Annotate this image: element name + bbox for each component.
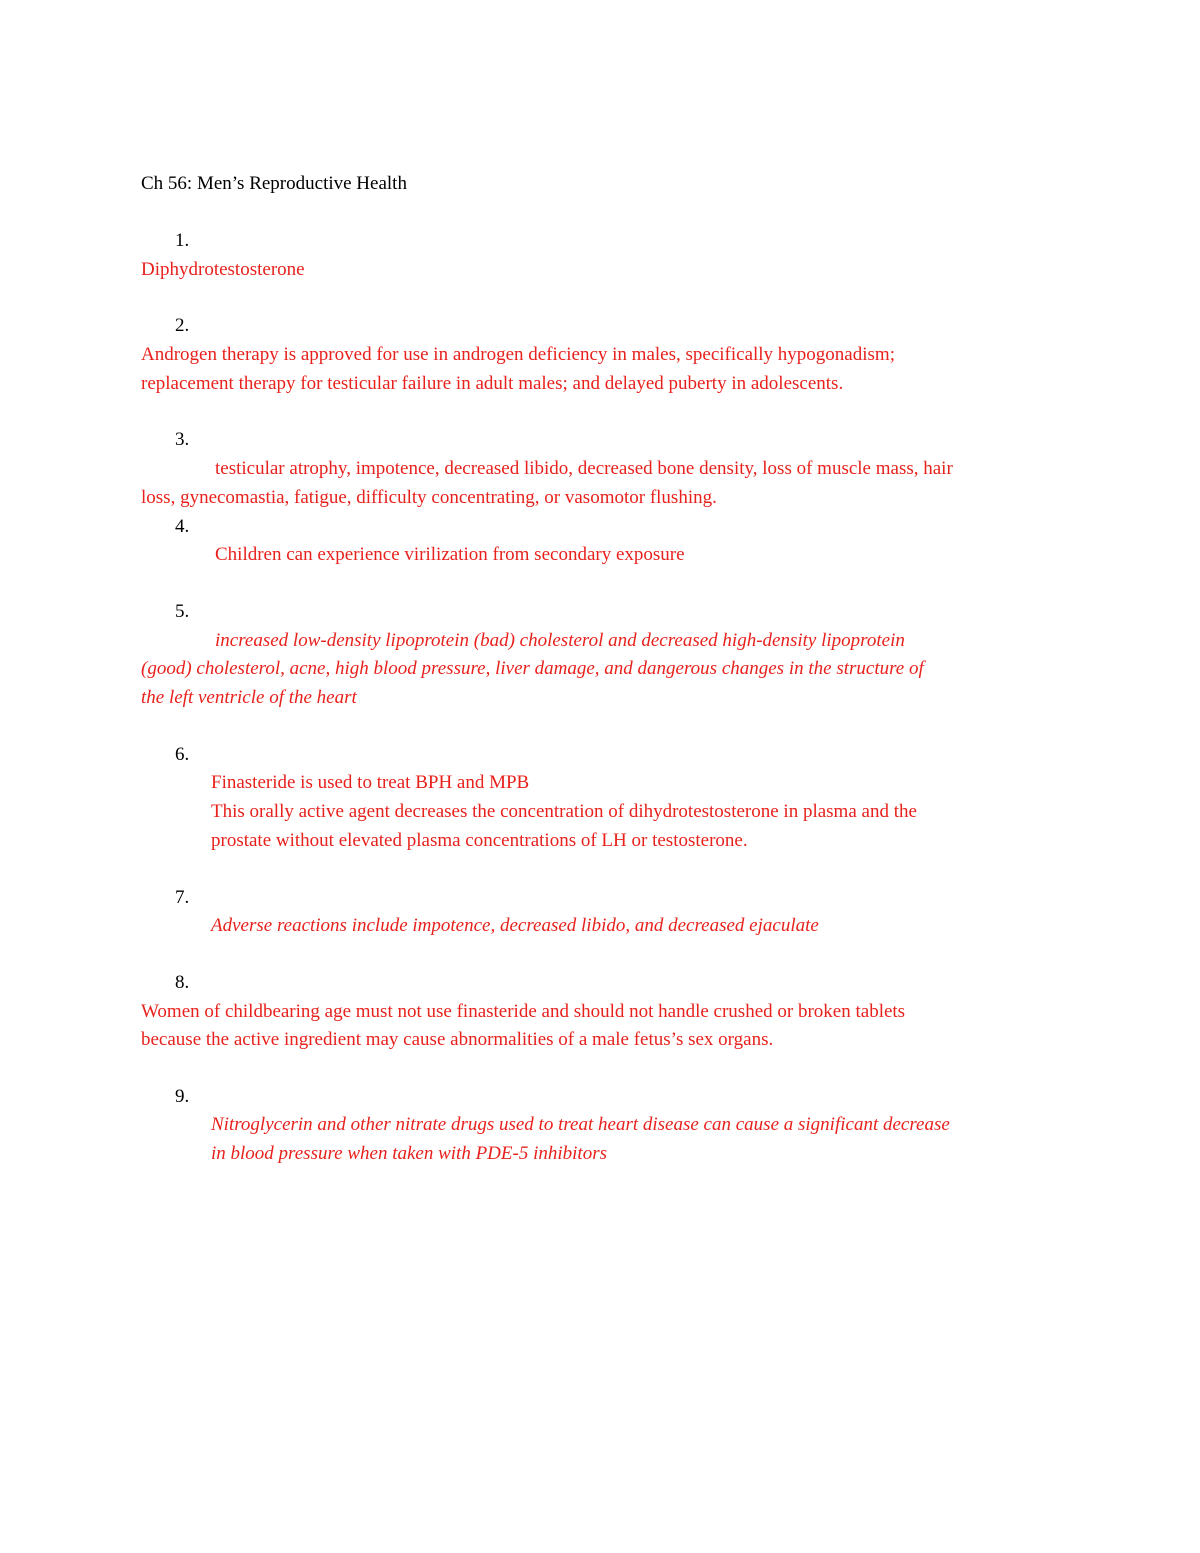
- item-9-number: 9.: [175, 1086, 190, 1107]
- item-2-answer-line-2: replacement therapy for testicular failure in adult males; and delayed puberty in adolescents.: [141, 373, 844, 394]
- item-8-number: 8.: [175, 972, 190, 993]
- item-6-answer-line-1: Finasteride is used to treat BPH and MPB: [211, 772, 530, 793]
- item-6-answer-line-2: This orally active agent decreases the concentration of dihydrotestosterone in plasma and the: [211, 801, 917, 822]
- document-title: Ch 56: Men’s Reproductive Health: [141, 173, 407, 194]
- item-7-number: 7.: [175, 887, 190, 908]
- item-2-number: 2.: [175, 315, 190, 336]
- item-4-answer-line-1: Children can experience virilization from secondary exposure: [215, 544, 685, 565]
- item-5-answer-line-1: increased low-density lipoprotein (bad) cholesterol and decreased high-density lipoprotein: [215, 630, 905, 651]
- item-5-number: 5.: [175, 601, 190, 622]
- item-3-answer-line-1: testicular atrophy, impotence, decreased libido, decreased bone density, loss of muscle mass, hair: [215, 458, 953, 479]
- item-9-answer-line-1: Nitroglycerin and other nitrate drugs used to treat heart disease can cause a significant decrease: [211, 1114, 950, 1135]
- item-9-answer-line-2: in blood pressure when taken with PDE-5 inhibitors: [211, 1143, 607, 1164]
- item-8-answer-line-2: because the active ingredient may cause abnormalities of a male fetus’s sex organs.: [141, 1029, 774, 1050]
- item-2-answer-line-1: Androgen therapy is approved for use in androgen deficiency in males, specifically hypogonadism;: [141, 344, 895, 365]
- item-3-number: 3.: [175, 429, 190, 450]
- item-1-answer-line-1: Diphydrotestosterone: [141, 259, 305, 280]
- item-5-answer-line-2: (good) cholesterol, acne, high blood pressure, liver damage, and dangerous changes in the structure of: [141, 658, 924, 679]
- item-1-number: 1.: [175, 230, 190, 251]
- item-3-answer-line-2: loss, gynecomastia, fatigue, difficulty concentrating, or vasomotor flushing.: [141, 487, 717, 508]
- item-5-answer-line-3: the left ventricle of the heart: [141, 687, 357, 708]
- item-7-answer-line-1: Adverse reactions include impotence, decreased libido, and decreased ejaculate: [211, 915, 819, 936]
- item-8-answer-line-1: Women of childbearing age must not use finasteride and should not handle crushed or broken tablets: [141, 1001, 906, 1022]
- item-6-answer-line-3: prostate without elevated plasma concentrations of LH or testosterone.: [211, 830, 748, 851]
- item-6-number: 6.: [175, 744, 190, 765]
- item-4-number: 4.: [175, 516, 190, 537]
